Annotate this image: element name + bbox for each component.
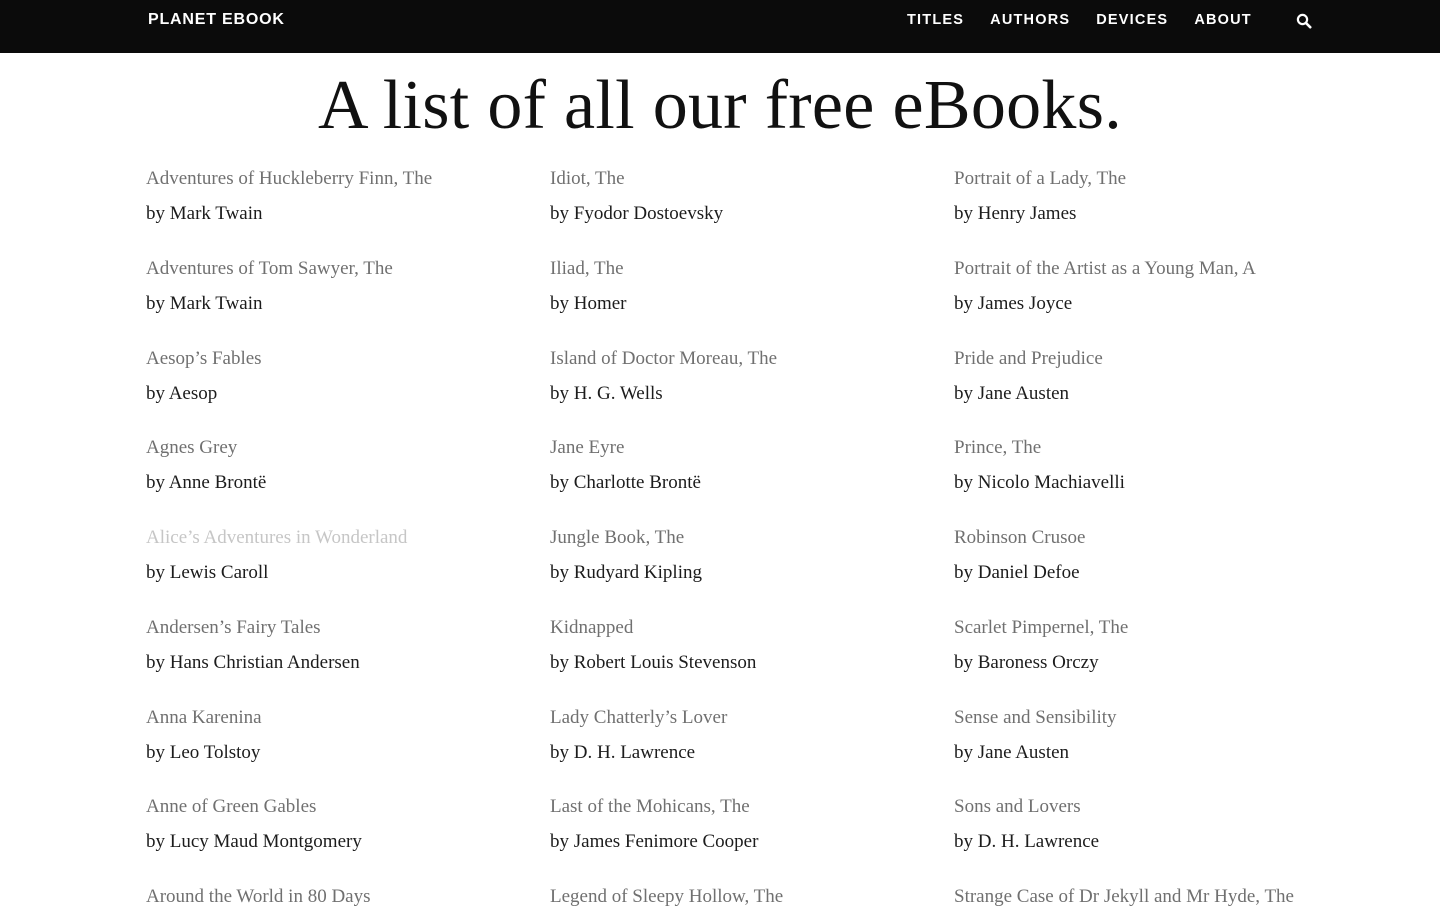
book-item [550, 617, 950, 707]
book-author: by D. H. Lawrence [550, 741, 696, 763]
book-title-link[interactable]: Sense and Sensibility [954, 706, 1117, 728]
book-title-link[interactable]: Anna Karenina [146, 706, 262, 728]
book-item [550, 527, 950, 617]
book-title-link[interactable]: Scarlet Pimpernel, The [954, 616, 1129, 638]
book-author: by Charlotte Brontë [550, 472, 701, 494]
book-item [146, 348, 546, 438]
book-author: by Anne Brontë [146, 472, 267, 494]
nav-link-devices[interactable]: DEVICES [1096, 12, 1169, 28]
top-navbar [0, 0, 1440, 53]
book-title-link[interactable]: Last of the Mohicans, The [550, 796, 750, 818]
book-item [954, 437, 1354, 527]
book-item [954, 168, 1354, 258]
book-item [550, 437, 950, 527]
book-title-link[interactable]: Aesop’s Fables [146, 347, 262, 369]
book-item [954, 707, 1354, 797]
book-author: by Henry James [954, 203, 1077, 224]
book-column-2 [550, 168, 950, 915]
book-item [954, 796, 1354, 886]
book-author: by Mark Twain [146, 203, 263, 224]
book-title-link[interactable]: Portrait of a Lady, The [954, 168, 1127, 189]
book-author: by D. H. Lawrence [954, 831, 1100, 853]
page-title: A list of all our free eBooks. [317, 67, 1123, 144]
book-author: by Aesop [146, 382, 218, 404]
book-author: by Robert Louis Stevenson [550, 651, 757, 673]
book-item [954, 348, 1354, 438]
book-title-link[interactable]: Adventures of Tom Sawyer, The [146, 257, 393, 279]
book-title-link[interactable]: Around the World in 80 Days [146, 886, 371, 907]
book-title-link[interactable]: Legend of Sleepy Hollow, The [550, 886, 784, 907]
book-title-link[interactable]: Iliad, The [550, 257, 624, 279]
brand-logo-link[interactable]: PLANET EBOOK [148, 11, 285, 28]
book-author: by James Fenimore Cooper [550, 831, 759, 853]
book-item [550, 168, 950, 258]
book-title-link[interactable]: Anne of Green Gables [146, 796, 317, 818]
book-title-link[interactable]: Andersen’s Fairy Tales [146, 616, 321, 638]
book-item [146, 617, 546, 707]
book-author: by James Joyce [954, 292, 1073, 314]
book-title-link[interactable]: Robinson Crusoe [954, 527, 1086, 548]
book-item [146, 796, 546, 886]
book-title-link[interactable]: Agnes Grey [146, 437, 238, 459]
book-item [146, 707, 546, 797]
book-author: by Nicolo Machiavelli [954, 472, 1125, 494]
book-item [146, 168, 546, 258]
book-title-link[interactable]: Island of Doctor Moreau, The [550, 347, 778, 369]
nav-link-about[interactable]: ABOUT [1194, 12, 1252, 28]
book-author: by Homer [550, 292, 627, 314]
book-author: by Jane Austen [954, 741, 1070, 763]
book-title-link[interactable]: Jane Eyre [550, 437, 625, 459]
book-item [146, 886, 546, 915]
book-author: by Daniel Defoe [954, 562, 1080, 583]
book-title-link[interactable]: Lady Chatterly’s Lover [550, 706, 728, 728]
book-author: by H. G. Wells [550, 382, 663, 404]
book-item [954, 258, 1354, 348]
book-title-link[interactable]: Jungle Book, The [550, 527, 685, 548]
book-author: by Fyodor Dostoevsky [550, 203, 724, 224]
book-title-link[interactable]: Strange Case of Dr Jekyll and Mr Hyde, The [954, 886, 1294, 907]
book-author: by Lewis Caroll [146, 562, 269, 583]
book-item [550, 258, 950, 348]
book-title-link[interactable]: Portrait of the Artist as a Young Man, A [954, 257, 1256, 279]
book-item [146, 527, 546, 617]
book-title-link-hovered[interactable]: Alice’s Adventures in Wonderland [146, 527, 408, 548]
book-item [550, 348, 950, 438]
book-item [550, 796, 950, 886]
book-item [954, 527, 1354, 617]
book-item [146, 258, 546, 348]
book-item [954, 617, 1354, 707]
book-author: by Leo Tolstoy [146, 741, 261, 763]
book-author: by Hans Christian Andersen [146, 651, 360, 673]
main-nav [907, 12, 1278, 28]
book-column-1 [146, 168, 546, 915]
book-title-link[interactable]: Sons and Lovers [954, 796, 1081, 818]
nav-link-titles[interactable]: TITLES [907, 12, 965, 28]
book-author: by Jane Austen [954, 382, 1070, 404]
book-author: by Mark Twain [146, 292, 263, 314]
book-title-link[interactable]: Prince, The [954, 437, 1042, 459]
book-title-link[interactable]: Pride and Prejudice [954, 347, 1103, 369]
book-author: by Rudyard Kipling [550, 562, 702, 583]
book-item [146, 437, 546, 527]
book-author: by Lucy Maud Montgomery [146, 831, 362, 853]
book-item [550, 707, 950, 797]
book-item [954, 886, 1354, 915]
search-icon[interactable] [1296, 13, 1312, 29]
nav-link-authors[interactable]: AUTHORS [990, 12, 1071, 28]
book-title-link[interactable]: Idiot, The [550, 168, 625, 189]
book-column-3 [954, 168, 1354, 915]
book-item [550, 886, 950, 915]
book-title-link[interactable]: Adventures of Huckleberry Finn, The [146, 168, 433, 189]
book-title-link[interactable]: Kidnapped [550, 616, 634, 638]
book-author: by Baroness Orczy [954, 651, 1099, 673]
